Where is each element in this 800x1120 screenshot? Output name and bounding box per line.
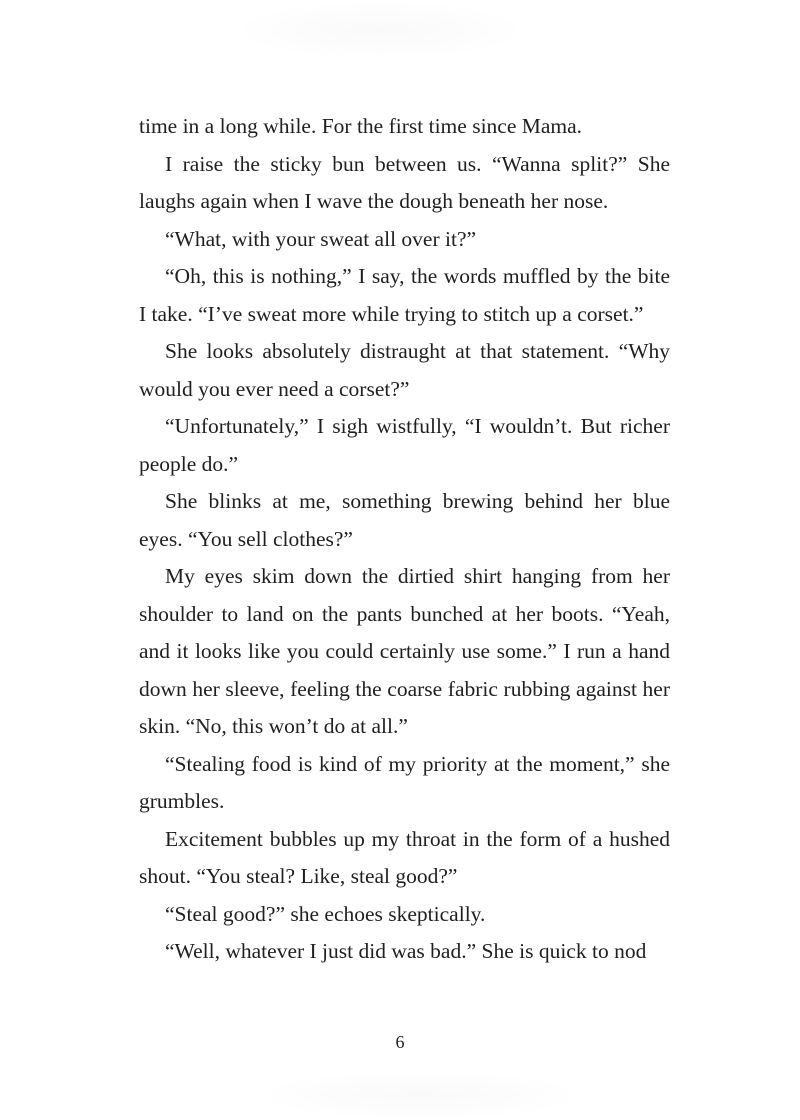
paragraph: My eyes skim down the dirtied shirt hanging from her shoulder to land on the pants bunched at her boots. “Yeah, and it looks like you could certainly use some.” I run a hand down her sleeve, feeling the coarse fabric rubbing against her skin. “No, this won’t do at all.” [139,564,670,738]
paragraph: Excitement bubbles up my throat in the form of a hushed shout. “You steal? Like, steal good?” [139,826,670,888]
paragraph: She blinks at me, something brewing behind her blue eyes. “You sell clothes?” [139,489,670,551]
paragraph: “Stealing food is kind of my priority at the moment,” she grumbles. [139,751,670,813]
paragraph: “Well, whatever I just did was bad.” She is quick to nod [165,939,647,963]
scan-shadow-bottom [250,1070,590,1120]
paragraph: “What, with your sweat all over it?” [165,226,477,251]
paragraph: “Unfortunately,” I sigh wistfully, “I wouldn’t. But richer people do.” [139,414,670,476]
body-text [139,108,670,971]
paragraph: “Oh, this is nothing,” I say, the words muffled by the bite I take. “I’ve sweat more while trying to stitch up a corset.” [139,264,670,326]
page-number: 6 [395,1032,405,1052]
scan-shadow-top [230,0,530,60]
paragraph: “Steal good?” she echoes skeptically. [165,901,486,926]
paragraph: She looks absolutely distraught at that statement. “Why would you ever need a corset?” [139,339,670,401]
paragraph-continuation: time in a long while. For the first time since Mama. [139,114,583,138]
paragraph: I raise the sticky bun between us. “Wanna split?” She laughs again when I wave the dough beneath her nose. [139,151,670,213]
